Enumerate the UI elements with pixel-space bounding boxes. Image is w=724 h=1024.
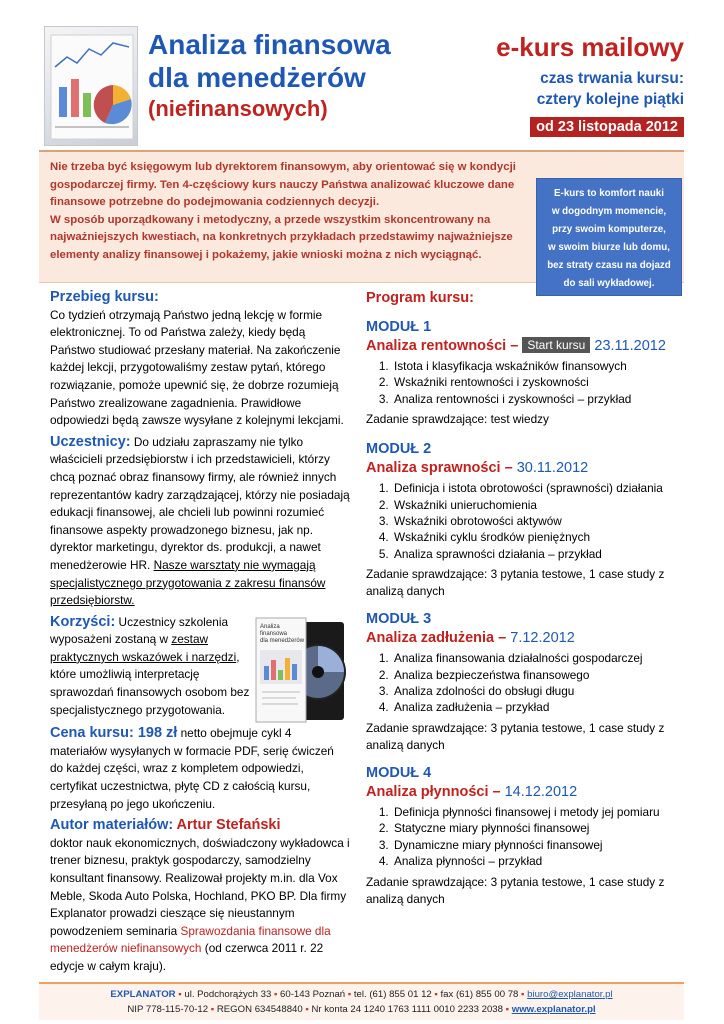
- przebieg-text: Co tydzień otrzymają Państwo jedną lekcję w formie elektronicznej. To od Państwa zależy, kiedy będą Państwo studiować przesłany materiał. Na zakończenie każdej lekcji, przygotowaliśmy zestaw pytań, którego rozwiązanie, pomoże upewnić się, że dobrze rozumieją Państwo zrealizowane zagadnienia. Prawidłowe odpowiedzi będą zawsze wysyłane z kolejnymi lekcjami.: [50, 307, 344, 428]
- module-2: MODUŁ 2 Analiza sprawności – 30.11.2012 1. Definicja i istota obrotowości (sprawności) działania 2. Wskaźniki unieruchomienia 3. Wskaźniki obrotowości aktywów 4. Wskaźniki cyklu środków pieniężnych 5. Analiza sprawności działania – przykład Zadanie sprawdzające: 3 pytania testowe, 1 case study z analizą danych: [366, 440, 686, 600]
- list-item: 3. Analiza zdolności do obsługi długu: [392, 683, 686, 699]
- list-item: 2. Wskaźniki rentowności i zyskowności: [392, 374, 686, 390]
- dvd-cover-image: [252, 614, 348, 726]
- list-item: 5. Analiza sprawności działania – przykład: [392, 546, 686, 562]
- list-item: 4. Analiza płynności – przykład: [392, 853, 686, 869]
- start-kursu-badge: Start kursu: [522, 337, 590, 353]
- list-item: 4. Analiza zadłużenia – przykład: [392, 699, 686, 715]
- autor-section: Autor materiałów: Artur Stefański: [50, 817, 281, 834]
- list-item: 2. Wskaźniki unieruchomienia: [392, 497, 686, 513]
- module-3: MODUŁ 3 Analiza zadłużenia – 7.12.2012 1. Analiza finansowania działalności gospodarczej 2. Analiza bezpieczeństwa finansowego 3. Analiza zdolności do obsługi długu 4. Analiza zadłużenia – przykład Zadanie sprawdzające: 3 pytania testowe, 1 case study z analizą danych: [366, 610, 686, 754]
- list-item: 2. Statyczne miary płynności finansowej: [392, 820, 686, 836]
- page-subtitle: (niefinansowych): [148, 96, 328, 121]
- uczestnicy-section: Uczestnicy: Do udziału zapraszamy nie tylko właścicieli przedsiębiorstw i ich przedstawicieli, którzy chcą poznać obraz finansowy firmy, ale również innych reprezentantów kadry zarządzającej, którzy nie posiadają edukacji finansowej, ale chcieli lub powinni rozumieć finansowe aspekty prowadzonego biznesu, jak np. dyrektor marketingu, dyrektor ds. produkcji, a nawet menedżerowie HR. Nasze warsztaty nie wymagają specjalistycznego przygotowania z zakresu finansów przedsiębiorstw.: [50, 433, 350, 608]
- email-link[interactable]: biuro@explanator.pl: [527, 989, 613, 1000]
- start-date-badge: od 23 listopada 2012: [530, 117, 684, 137]
- list-item: 1. Analiza finansowania działalności gospodarczej: [392, 650, 686, 666]
- module-4: MODUŁ 4 Analiza płynności – 14.12.2012 1. Definicja płynności finansowej i metody jej pomiaru 2. Statyczne miary płynności finansowej 3. Dynamiczne miary płynności finansowej 4. Analiza płynności – przykład Zadanie sprawdzające: 3 pytania testowe, 1 case study z analizą danych: [366, 764, 686, 908]
- list-item: 1. Definicja płynności finansowej i metody jej pomiaru: [392, 804, 686, 820]
- program-heading: Program kursu:: [366, 290, 474, 306]
- svg-text:finansowa: finansowa: [260, 631, 288, 637]
- page-title: Analiza finansowa dla menedżerów: [148, 29, 391, 93]
- footer: EXPLANATOR ▪ ul. Podchorążych 33 ▪ 60-143 Poznań ▪ tel. (61) 855 01 12 ▪ fax (61) 855 00 78 ▪ biuro@explanator.pl NIP 778-115-70-12 ▪ REGON 634548840 ▪ Nr konta 24 1240 1763 1111 0010 2233 2038 ▪ www.explanator.pl: [39, 982, 684, 1020]
- list-item: 2. Analiza bezpieczeństwa finansowego: [392, 667, 686, 683]
- svg-text:dla menedżerów: dla menedżerów: [260, 638, 305, 644]
- autor-bio: doktor nauk ekonomicznych, doświadczony wykładowca i trener biznesu, praktyk gospodarczy, samodzielny konsultant finansowy. Realizował projekty m.in. dla Vox Meble, Skoda Auto Polska, Hochland, PKO BP. Dla firmy Explanator prowadzi cieszące się nieustannym powodzeniem seminaria Sprawozdania finansowe dla menedżerów niefinansowych (od czerwca 2011 r. 22 edycje w całym kraju).: [50, 835, 350, 973]
- list-item: 1. Istota i klasyfikacja wskaźników finansowych: [392, 358, 686, 374]
- svg-text:Analiza: Analiza: [260, 624, 280, 630]
- list-item: 3. Analiza rentowności i zyskowności – przykład: [392, 391, 686, 407]
- list-item: 3. Dynamiczne miary płynności finansowej: [392, 837, 686, 853]
- module-1: MODUŁ 1 Analiza rentowności – Start kursu 23.11.2012 1. Istota i klasyfikacja wskaźników finansowych 2. Wskaźniki rentowności i zyskowności 3. Analiza rentowności i zyskowności – przykład Zadanie sprawdzające: test wiedzy: [366, 318, 686, 428]
- list-item: 4. Wskaźniki cyklu środków pieniężnych: [392, 529, 686, 545]
- website-link[interactable]: www.explanator.pl: [511, 1004, 596, 1015]
- cena-section: Cena kursu: 198 zł netto obejmuje cykl 4 materiałów wysyłanych w formacie PDF, serię ćwiczeń do każdej części, wraz z kompletem odpowiedzi, certyfikat uczestnictwa, płytę CD z całością kursu, przesyłaną po jego ukończeniu.: [50, 725, 334, 811]
- ekurs-benefits-box: E-kurs to komfort nauki w dogodnym momencie, przy swoim komputerze, w swoim biurze lub domu, bez straty czasu na dojazd do sali wykładowej.: [536, 178, 682, 296]
- list-item: 3. Wskaźniki obrotowości aktywów: [392, 513, 686, 529]
- duration-info: czas trwania kursu: cztery kolejne piątki: [536, 70, 684, 108]
- header-chart-image: [44, 26, 138, 146]
- intro-text: Nie trzeba być księgowym lub dyrektorem finansowym, aby orientować się w kondycji gospodarczej firmy. Ten 4-częściowy kurs nauczy Państwa analizować kluczowe dane finansowe potrzebne do podejmowania codziennych decyzji. W sposób uporządkowany i metodyczny, a przede wszystkim skoncentrowany na najważniejszych kwestiach, na konkretnych przykładach przedstawimy najważniejsze elementy analizy finansowej i pokażemy, jakie wnioski można z nich wyciągnąć.: [50, 161, 516, 261]
- list-item: 1. Definicja i istota obrotowości (sprawności) działania: [392, 480, 686, 496]
- program-column: [366, 289, 686, 908]
- przebieg-heading: Przebieg kursu:: [50, 289, 159, 305]
- korzysci-section: Korzyści: Uczestnicy szkolenia wyposażeni zostaną w zestaw praktycznych wskazówek i narzędzi, które umożliwią interpretację sprawozdań finansowych osobom bez specjalistycznego przygotowania.: [50, 613, 250, 717]
- ekurs-label: e-kurs mailowy: [496, 32, 684, 62]
